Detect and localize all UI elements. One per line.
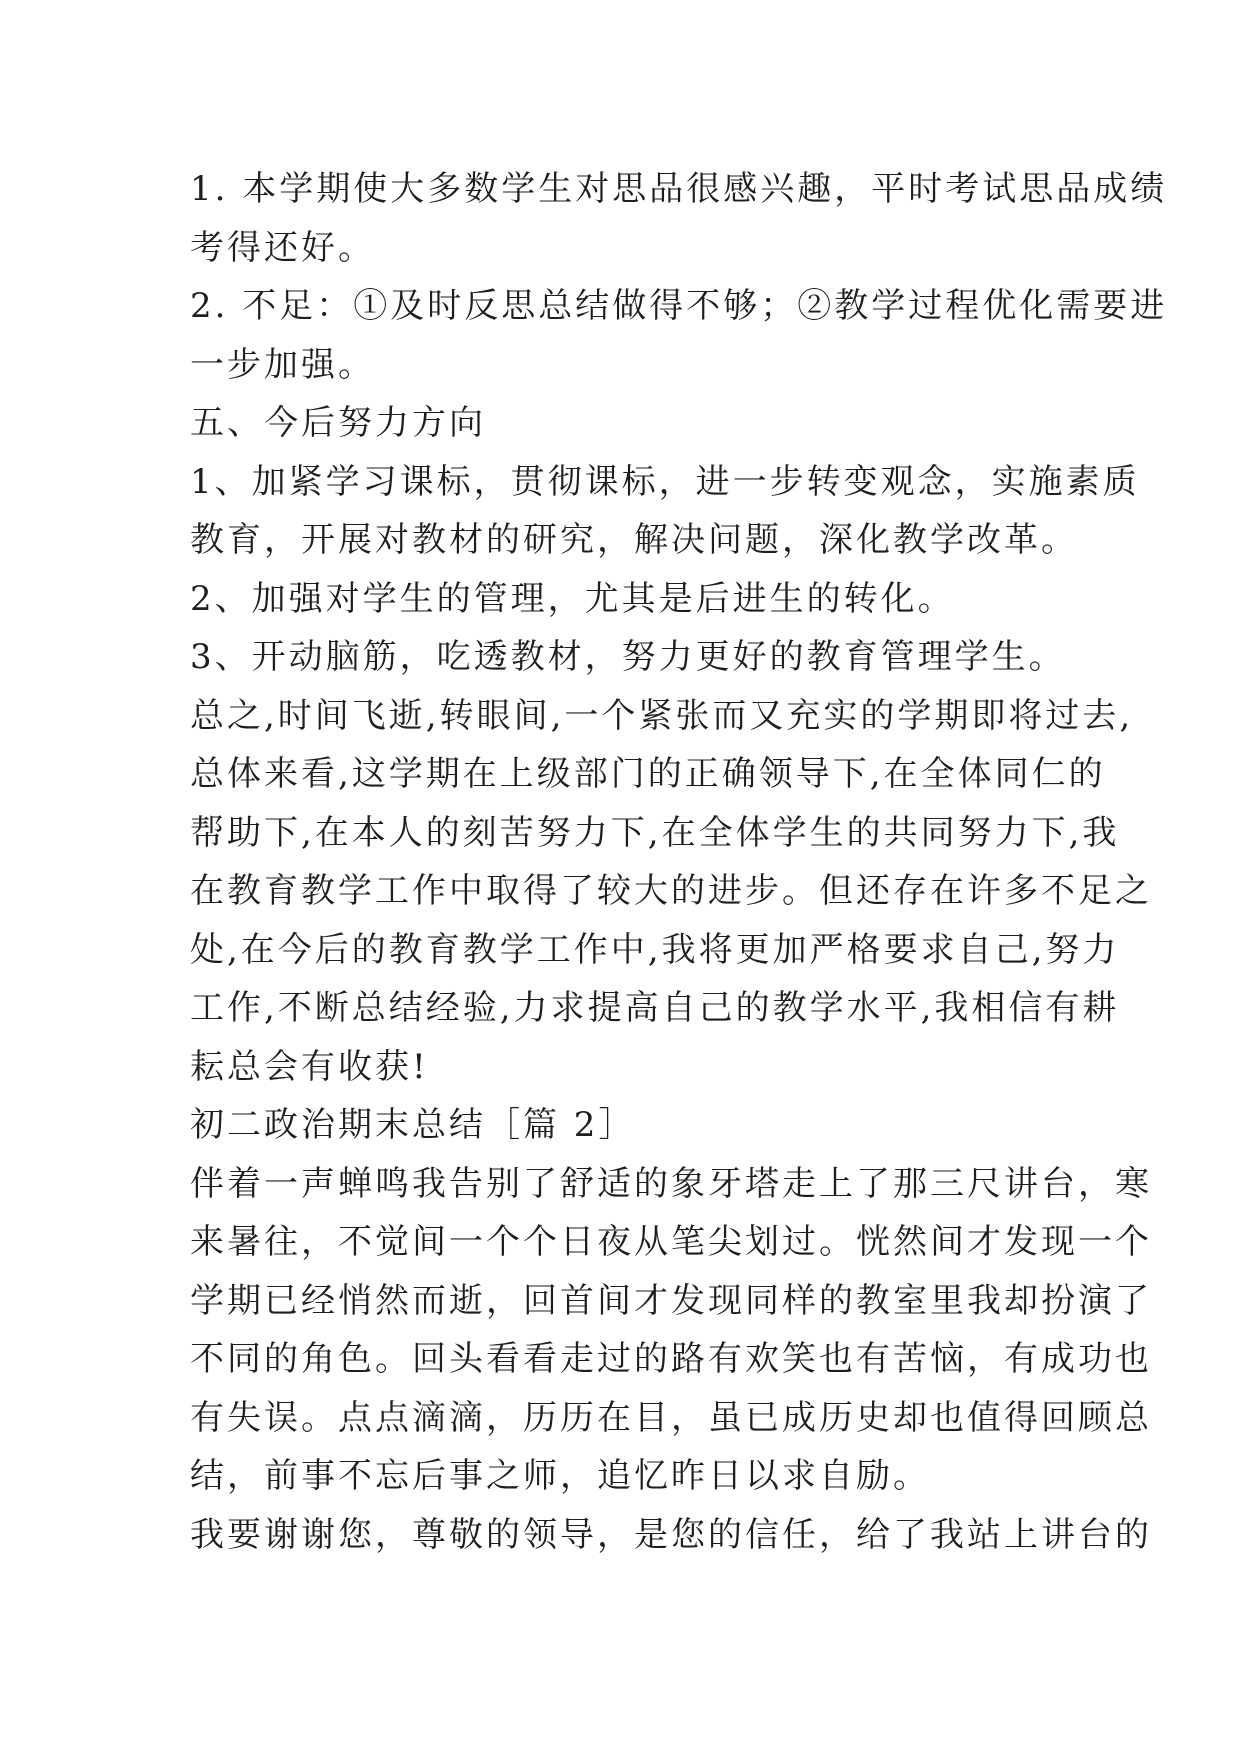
text-line: 2、加强对学生的管理，尤其是后进生的转化。 — [190, 578, 955, 619]
text-line: 我要谢谢您，尊敬的领导，是您的信任，给了我站上讲台的 — [190, 1514, 1152, 1555]
paragraph-thanks — [190, 1506, 1152, 1565]
paragraph-plan-1 — [190, 453, 1140, 570]
paragraph-plan-2 — [190, 570, 1070, 629]
paragraph-plan-3 — [190, 628, 1070, 687]
text-line: 2. 不足：①及时反思总结做得不够；②教学过程优化需要进 — [190, 286, 1168, 326]
text-line: 帮助下,在本人的刻苦努力下,在全体学生的共同努力下,我 — [190, 812, 1120, 853]
text-line: 初二政治期末总结［篇 2］ — [190, 1105, 636, 1145]
section-heading-future-direction — [190, 394, 1070, 453]
paragraph-intro-part-2 — [190, 1155, 1152, 1506]
text-line: 学期已经悄然而逝，回首间才发现同样的教室里我却扮演了 — [190, 1280, 1152, 1321]
text-line: 处,在今后的教育教学工作中,我将更加严格要求自己,努力 — [190, 929, 1120, 970]
text-line: 工作,不断总结经验,力求提高自己的教学水平,我相信有耕 — [190, 988, 1120, 1028]
text-line: 不同的角色。回头看看走过的路有欢笑也有苦恼，有成功也 — [190, 1339, 1152, 1379]
text-line: 来暑往，不觉间一个个日夜从笔尖划过。恍然间才发现一个 — [190, 1222, 1152, 1262]
text-line: 一步加强。 — [190, 344, 375, 385]
text-line: 五、今后努力方向 — [190, 403, 486, 443]
text-line: 教育，开展对教材的研究，解决问题，深化教学改革。 — [190, 520, 1078, 560]
document-body — [190, 160, 1168, 1564]
text-line: 耘总会有收获! — [190, 1046, 429, 1087]
paragraph-conclusion — [190, 687, 1152, 1097]
text-line: 伴着一声蝉鸣我告别了舒适的象牙塔走上了那三尺讲台，寒 — [190, 1163, 1152, 1204]
paragraph-shortcomings — [190, 277, 1168, 394]
text-line: 3、开动脑筋，吃透教材，努力更好的教育管理学生。 — [190, 637, 1066, 677]
text-line: 总之,时间飞逝,转眼间,一个紧张而又充实的学期即将过去, — [190, 695, 1134, 736]
paragraph-result-1 — [190, 160, 1168, 277]
article-title-part-2 — [190, 1096, 1070, 1155]
text-line: 1、加紧学习课标，贯彻课标，进一步转变观念，实施素质 — [190, 461, 1140, 502]
text-line: 结，前事不忘后事之师，追忆昨日以求自励。 — [190, 1456, 930, 1496]
text-line: 在教育教学工作中取得了较大的进步。但还存在许多不足之 — [190, 871, 1152, 911]
text-line: 有失误。点点滴滴，历历在目，虽已成历史却也值得回顾总 — [190, 1397, 1152, 1438]
text-line: 考得还好。 — [190, 227, 375, 268]
text-line: 1. 本学期使大多数学生对思品很感兴趣，平时考试思品成绩 — [190, 169, 1168, 209]
text-line: 总体来看,这学期在上级部门的正确领导下,在全体同仁的 — [190, 754, 1106, 794]
